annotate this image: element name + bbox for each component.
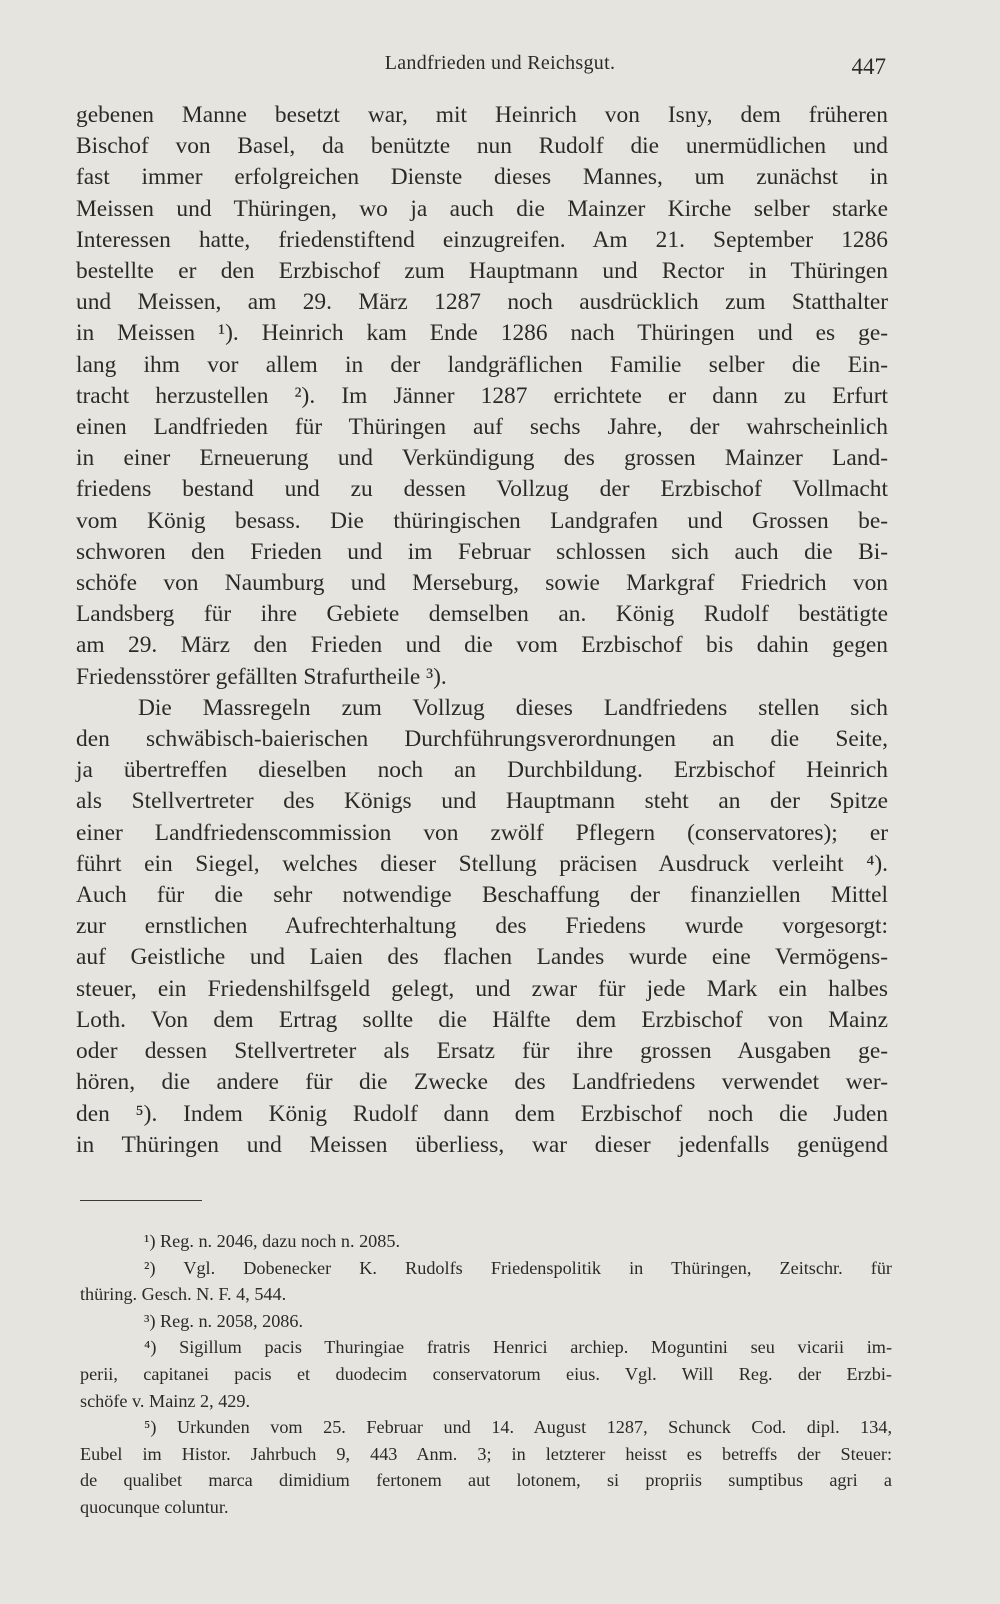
body-line: auf Geistliche und Laien des flachen Landes wurde eine Vermögens- <box>76 944 888 971</box>
body-line: steuer, ein Friedenshilfsgeld gelegt, und zwar für jede Mark ein halbes <box>76 975 888 1002</box>
footnote-line: quocunque coluntur. <box>80 1496 229 1517</box>
body-line: den ⁵). Indem König Rudolf dann dem Erzbischof noch die Juden <box>76 1100 888 1127</box>
footnote-5 <box>80 1414 892 1520</box>
running-title: Landfrieden und Reichsgut. <box>384 52 616 74</box>
body-line: einen Landfrieden für Thüringen auf sechs Jahre, der wahrscheinlich <box>76 414 888 441</box>
footnote-line: ¹) Reg. n. 2046, dazu noch n. 2085. <box>144 1231 400 1251</box>
footnotes <box>80 1228 892 1521</box>
body-line: in einer Erneuerung und Verkündigung des grossen Mainzer Land- <box>76 445 888 472</box>
body-line: tracht herzustellen ²). Im Jänner 1287 errichtete er dann zu Erfurt <box>76 382 888 409</box>
body-line: und Meissen, am 29. März 1287 noch ausdrücklich zum Statthalter <box>76 289 888 316</box>
body-line: am 29. März den Frieden und die vom Erzbischof bis dahin gegen <box>76 632 888 659</box>
footnote-3 <box>80 1308 892 1335</box>
body-line: Interessen hatte, friedenstiftend einzugreifen. Am 21. September 1286 <box>76 226 888 253</box>
body-line: Bischof von Basel, da benützte nun Rudolf die unermüdlichen und <box>76 133 888 160</box>
body-line: einer Landfriedenscommission von zwölf Pflegern (conservatores); er <box>76 819 888 846</box>
body-line: vom König besass. Die thüringischen Landgrafen und Grossen be- <box>76 507 888 534</box>
body-line: als Stellvertreter des Königs und Hauptmann steht an der Spitze <box>76 788 888 815</box>
body-line: hören, die andere für die Zwecke des Landfriedens verwendet wer- <box>76 1069 888 1096</box>
body-line: gebenen Manne besetzt war, mit Heinrich von Isny, dem früheren <box>76 102 888 128</box>
footnote-line: thüring. Gesch. N. F. 4, 544. <box>80 1284 287 1305</box>
body-line: Meissen und Thüringen, wo ja auch die Mainzer Kirche selber starke <box>76 195 888 222</box>
body-line: oder dessen Stellvertreter als Ersatz für ihre grossen Ausgaben ge- <box>76 1038 888 1065</box>
footnote-line: Eubel im Histor. Jahrbuch 9, 443 Anm. 3; in letzterer heisst es betreffs der Steuer: <box>80 1443 892 1464</box>
body-line: Friedensstörer gefällten Strafurtheile ³). <box>76 663 447 690</box>
body-line: Die Massregeln zum Vollzug dieses Landfriedens stellen sich <box>138 694 888 721</box>
footnote-line: ⁴) Sigillum pacis Thuringiae fratris Henrici archiep. Moguntini seu vicarii im- <box>144 1337 892 1358</box>
footnote-line: ³) Reg. n. 2058, 2086. <box>144 1310 304 1331</box>
body-line: friedens bestand und zu dessen Vollzug der Erzbischof Vollmacht <box>76 476 888 503</box>
body-line: ja übertreffen dieselben noch an Durchbildung. Erzbischof Heinrich <box>76 757 888 784</box>
body-line: den schwäbisch-baierischen Durchführungsverordnungen an die Seite, <box>76 726 888 753</box>
footnote-1 <box>80 1228 892 1255</box>
body-line: schworen den Frieden und im Februar schlossen sich auch die Bi- <box>76 538 888 565</box>
footnote-2 <box>80 1255 892 1308</box>
footnote-line: de qualibet marca dimidium fertonem aut lotonem, si propriis sumptibus agri a <box>80 1470 892 1491</box>
body-line: Landsberg für ihre Gebiete demselben an. König Rudolf bestätigte <box>76 601 888 628</box>
footnote-line: schöfe v. Mainz 2, 429. <box>80 1390 251 1411</box>
body-line: in Meissen ¹). Heinrich kam Ende 1286 nach Thüringen und es ge- <box>76 320 888 347</box>
footnote-divider <box>80 1200 202 1201</box>
body-text <box>76 100 888 1161</box>
page-header <box>0 52 1000 86</box>
body-line: schöfe von Naumburg und Merseburg, sowie Markgraf Friedrich von <box>76 570 888 597</box>
page-number: 447 <box>851 54 886 79</box>
body-line: fast immer erfolgreichen Dienste dieses Mannes, um zunächst in <box>76 164 888 191</box>
footnote-line: perii, capitanei pacis et duodecim conservatorum eius. Vgl. Will Reg. der Erzbi- <box>80 1363 892 1384</box>
body-line: führt ein Siegel, welches dieser Stellung präcisen Ausdruck verleiht ⁴). <box>76 850 888 877</box>
body-line: in Thüringen und Meissen überliess, war dieser jedenfalls genügend <box>76 1131 888 1158</box>
footnote-line: ⁵) Urkunden vom 25. Februar und 14. August 1287, Schunck Cod. dipl. 134, <box>144 1417 892 1438</box>
body-line: bestellte er den Erzbischof zum Hauptmann und Rector in Thüringen <box>76 258 888 285</box>
footnote-line: ²) Vgl. Dobenecker K. Rudolfs Friedenspolitik in Thüringen, Zeitschr. für <box>144 1257 892 1278</box>
footnote-4 <box>80 1334 892 1414</box>
body-line: Loth. Von dem Ertrag sollte die Hälfte dem Erzbischof von Mainz <box>76 1006 888 1033</box>
body-line: lang ihm vor allem in der landgräflichen Familie selber die Ein- <box>76 351 888 378</box>
body-line: zur ernstlichen Aufrechterhaltung des Friedens wurde vorgesorgt: <box>76 913 888 940</box>
body-line: Auch für die sehr notwendige Beschaffung der finanziellen Mittel <box>76 882 888 909</box>
